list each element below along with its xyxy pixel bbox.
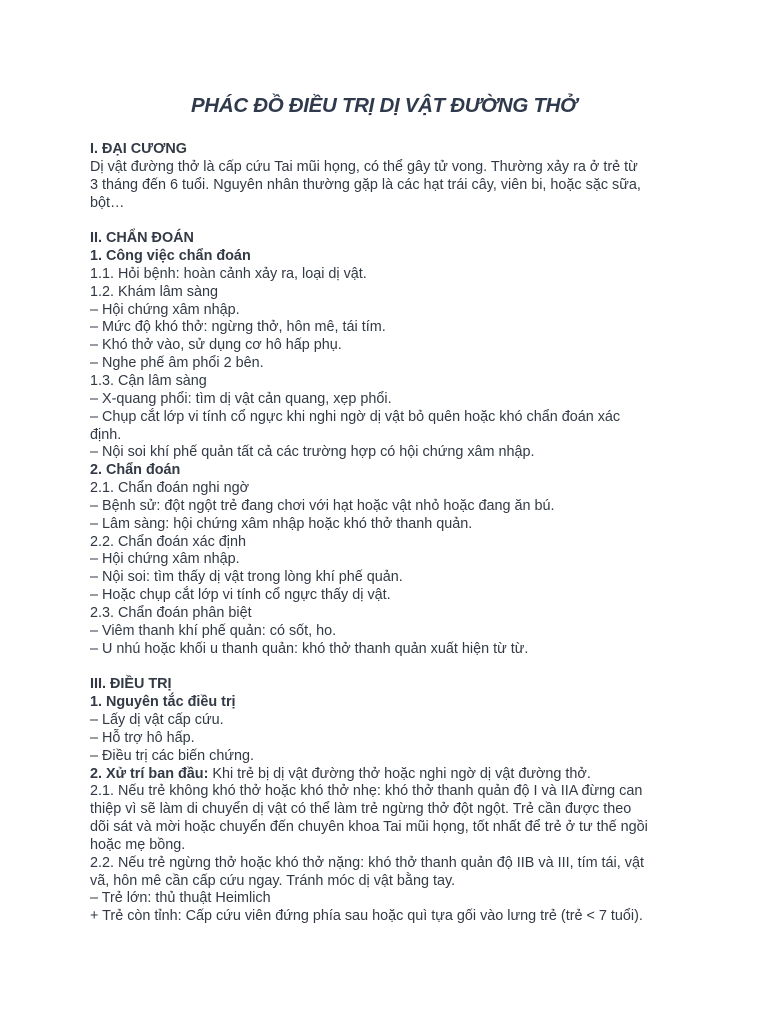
paragraph-line: vã, hôn mê cần cấp cứu ngay. Tránh móc dị vật bằng tay. [90,872,456,889]
spacer [90,658,690,676]
paragraph-line: Dị vật đường thở là cấp cứu Tai mũi họng, có thể gây tử vong. Thường xảy ra ở trẻ từ [90,158,638,175]
paragraph-line: 2.2. Chẩn đoán xác định [90,533,247,550]
section-heading-dai-cuong: I. ĐẠI CƯƠNG [90,141,187,157]
document-title: PHÁC ĐỒ ĐIỀU TRỊ DỊ VẬT ĐƯỜNG THỞ [190,94,578,117]
paragraph-line: – Lấy dị vật cấp cứu. [90,712,224,728]
xu-tri-ban-dau-label: 2. Xử trí ban đầu: [90,765,209,782]
paragraph-line: – Viêm thanh khí phế quản: có sốt, ho. [90,622,337,639]
paragraph-line: thiệp vì sẽ làm di chuyển dị vật có thể làm trẻ ngừng thở đột ngột. Trẻ cần được theo [90,801,632,818]
xu-tri-ban-dau-text: Khi trẻ bị dị vật đường thở hoặc nghi ngờ dị vật đường thở. [208,765,591,782]
paragraph-line: – Trẻ lớn: thủ thuật Heimlich [90,890,271,907]
paragraph-line: – Lâm sàng: hội chứng xâm nhập hoặc khó thở thanh quản. [90,515,473,532]
dieu-tri-list-a [90,712,690,766]
paragraph-line: – Bệnh sử: đột ngột trẻ đang chơi với hạt hoặc vật nhỏ hoặc đang ăn bú. [90,497,555,514]
paragraph-line: hoặc mẹ bồng. [90,836,186,853]
subheading-nguyen-tac-dieu-tri: 1. Nguyên tắc điều trị [90,694,236,711]
paragraph-line: 3 tháng đến 6 tuổi. Nguyên nhân thường gặp là các hạt trái cây, viên bi, hoặc sặc sữa, [90,176,641,193]
paragraph-line: dõi sát và mời hoặc chuyển đến chuyên khoa Tai mũi họng, tốt nhất để trẻ ở tư thế ngồi [90,819,648,836]
paragraph-line: – Hội chứng xâm nhập. [90,301,240,318]
paragraph-line: – Khó thở vào, sử dụng cơ hô hấp phụ. [90,337,342,354]
paragraph-line: 1.2. Khám lâm sàng [90,283,218,300]
paragraph-line: 1.1. Hỏi bệnh: hoàn cảnh xảy ra, loại dị vật. [90,265,367,282]
paragraph-line: 2.2. Nếu trẻ ngừng thở hoặc khó thở nặng: khó thở thanh quản độ IIB và III, tím tái, vật [90,854,644,871]
paragraph-line: 2.3. Chẩn đoán phân biệt [90,604,252,621]
paragraph-line: – Điều trị các biến chứng. [90,747,255,764]
paragraph-line: bột… [90,194,125,211]
chan-doan-list-b [90,480,690,658]
document-body [90,141,690,926]
subheading-cong-viec-chan-doan: 1. Công việc chẩn đoán [90,248,251,265]
paragraph-line: 2.1. Nếu trẻ không khó thở hoặc khó thở nhẹ: khó thở thanh quản độ I và IIA đừng can [90,783,643,800]
paragraph-line: + Trẻ còn tỉnh: Cấp cứu viên đứng phía sau hoặc quì tựa gối vào lưng trẻ (trẻ < 7 tuổi). [90,908,643,925]
paragraph-line: – Hỗ trợ hô hấp. [90,729,195,746]
section-heading-chan-doan: II. CHẨN ĐOÁN [90,230,194,247]
paragraph-line: định. [90,426,122,443]
section-heading-dieu-tri: III. ĐIỀU TRỊ [90,676,172,693]
paragraph-line: 1.3. Cận lâm sàng [90,372,207,389]
paragraph-line: 2.1. Chẩn đoán nghi ngờ [90,480,250,497]
paragraph-line: – Hội chứng xâm nhập. [90,551,240,568]
subheading-xu-tri-ban-dau [90,766,690,784]
dieu-tri-list-b [90,783,690,926]
paragraph-line: – X-quang phổi: tìm dị vật cản quang, xẹp phổi. [90,390,392,407]
paragraph-line: – Nghe phế âm phổi 2 bên. [90,355,264,372]
paragraph-line: – U nhú hoặc khối u thanh quản: khó thở thanh quản xuất hiện từ từ. [90,640,529,657]
spacer [90,212,690,230]
paragraph-line: – Chụp cắt lớp vi tính cổ ngực khi nghi ngờ dị vật bỏ quên hoặc khó chẩn đoán xác [90,408,621,425]
paragraph-line: – Nội soi: tìm thấy dị vật trong lòng khí phế quản. [90,569,403,586]
paragraph-line: – Mức độ khó thở: ngừng thở, hôn mê, tái tím. [90,319,386,336]
chan-doan-list-a [90,266,690,462]
paragraph-line: – Hoặc chụp cắt lớp vi tính cổ ngực thấy dị vật. [90,587,391,604]
subheading-chan-doan: 2. Chẩn đoán [90,462,181,479]
paragraph-line: – Nội soi khí phế quản tất cả các trường hợp có hội chứng xâm nhập. [90,444,535,461]
